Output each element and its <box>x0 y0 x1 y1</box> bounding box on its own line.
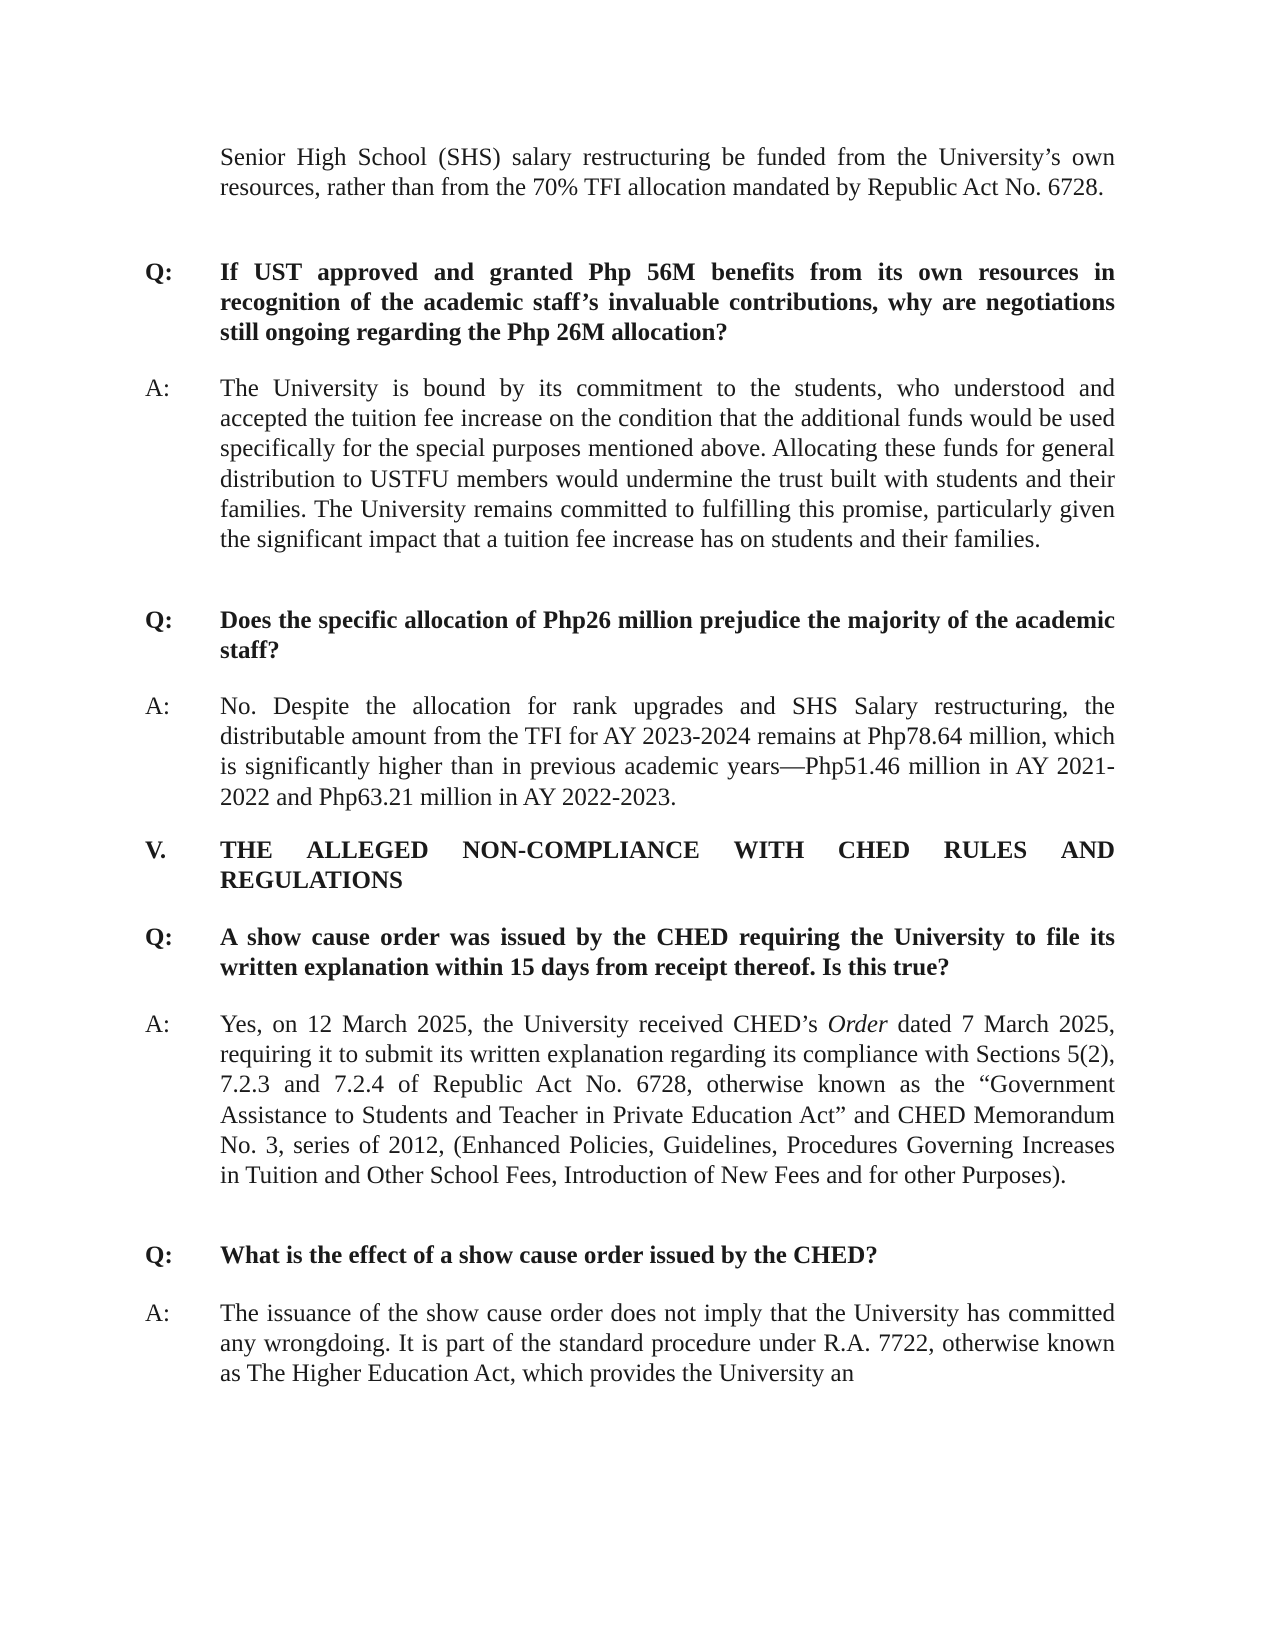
question-label: Q: <box>145 924 173 951</box>
section-title-line-1 <box>220 836 1115 866</box>
question-text: If UST approved and granted Php 56M benefits from its own resources in recognition of the academic staff’s invaluable contributions, why are negotiations still ongoing regarding the Php 26M allocation? <box>220 259 1115 347</box>
question-text: A show cause order was issued by the CHED requiring the University to file its written explanation within 15 days from receipt thereof. Is this true? <box>220 924 1115 982</box>
answer-4 <box>145 1299 1115 1390</box>
section-word: AND <box>1060 837 1115 864</box>
section-heading <box>145 836 1115 896</box>
question-label: Q: <box>145 1242 173 1269</box>
section-title-line-2: REGULATIONS <box>220 867 403 895</box>
answer-label: A: <box>145 375 170 402</box>
question-4 <box>145 1241 1115 1271</box>
intro-paragraph <box>145 143 1115 203</box>
question-label: Q: <box>145 607 173 634</box>
section-word: CHED <box>837 837 911 864</box>
section-word: THE <box>220 837 273 864</box>
section-word: NON-COMPLIANCE <box>462 837 700 864</box>
question-2 <box>145 606 1115 666</box>
section-word: WITH <box>733 837 805 864</box>
answer-1 <box>145 374 1115 555</box>
answer-text-part: Yes, on 12 March 2025, the University received CHED’s <box>220 1011 828 1038</box>
question-1 <box>145 258 1115 349</box>
question-text: Does the specific allocation of Php26 million prejudice the majority of the academic staff? <box>220 607 1115 665</box>
question-text: What is the effect of a show cause order issued by the CHED? <box>220 1242 878 1269</box>
answer-text: The University is bound by its commitment to the students, who understood and accepted the tuition fee increase on the condition that the additional funds would be used specifically for the special purposes mentioned above. Allocating these funds for general distribution to USTFU members would undermine the trust built with students and their families. The University remains committed to fulfilling this promise, particularly given the significant impact that a tuition fee increase has on students and their families. <box>220 375 1115 554</box>
intro-text: Senior High School (SHS) salary restructuring be funded from the University’s own resources, rather than from the 70% TFI allocation mandated by Republic Act No. 6728. <box>220 144 1115 202</box>
section-number: V. <box>145 837 167 864</box>
answer-text <box>220 1010 1115 1191</box>
answer-text-italic: Order <box>827 1011 888 1038</box>
question-label: Q: <box>145 259 173 286</box>
answer-text: The issuance of the show cause order does not imply that the University has committed any wrongdoing. It is part of the standard procedure under R.A. 7722, otherwise known as The Higher Education Act, which provides the University an <box>220 1300 1115 1388</box>
section-word: RULES <box>943 837 1028 864</box>
answer-3 <box>145 1010 1115 1191</box>
answer-label: A: <box>145 1300 170 1327</box>
answer-text: No. Despite the allocation for rank upgrades and SHS Salary restructuring, the distributable amount from the TFI for AY 2023-2024 remains at Php78.64 million, which is significantly higher than in previous academic years—Php51.46 million in AY 2021-2022 and Php63.21 million in AY 2022-2023. <box>220 693 1115 811</box>
answer-label: A: <box>145 1011 170 1038</box>
answer-text-part: dated 7 March 2025, requiring it to submit its written explanation regarding its compliance with Sections 5(2), 7.2.3 and 7.2.4 of Republic Act No. 6728, otherwise known as the “Government Assistance to Students and Teacher in Private Education Act” and CHED Memorandum No. 3, series of 2012, (Enhanced Policies, Guidelines, Procedures Governing Increases in Tuition and Other School Fees, Introduction of New Fees and for other Purposes). <box>220 1011 1116 1190</box>
section-word: ALLEGED <box>306 837 429 864</box>
answer-2 <box>145 692 1115 813</box>
answer-label: A: <box>145 693 170 720</box>
question-3 <box>145 923 1115 983</box>
section-title <box>220 836 1115 896</box>
